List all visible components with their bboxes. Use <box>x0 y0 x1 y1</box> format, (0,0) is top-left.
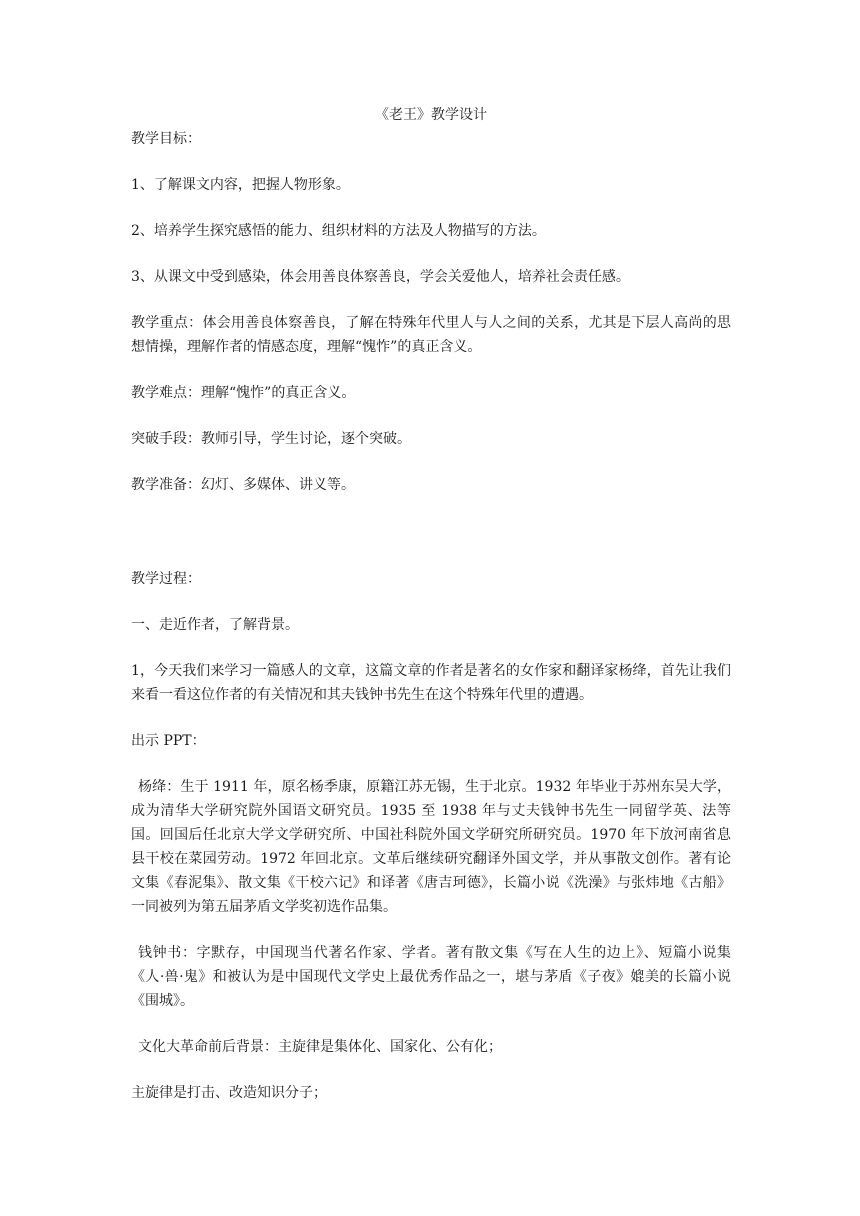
background-paragraph-2: 主旋律是打击、改造知识分子； <box>131 1085 327 1101</box>
section-heading-process: 教学过程： <box>131 571 201 587</box>
intro-paragraph: 1，今天我们来学习一篇感人的文章，这篇文章的作者是著名的女作家和翻译家杨绛，首先让我们来看一看这位作者的有关情况和其夫钱钟书先生在这个特殊年代里的遭遇。 <box>131 663 731 703</box>
breakthrough-paragraph: 突破手段：教师引导，学生讨论，逐个突破。 <box>131 431 411 447</box>
document-title: 《老王》教学设计 <box>375 107 487 123</box>
author-bio-qian-zhongshu: 钱钟书：字默存，中国现当代著名作家、学者。著有散文集《写在人生的边上》、短篇小说集《人·兽·鬼》和被认为是中国现代文学史上最优秀作品之一，堪与茅盾《子夜》媲美的长篇小说《围城》。 <box>131 945 731 1009</box>
ppt-label: 出示 PPT： <box>131 733 206 749</box>
section-heading-objectives: 教学目标： <box>131 131 201 147</box>
document-body <box>131 103 731 1127</box>
objective-item-3: 3、从课文中受到感染，体会用善良体察善良，学会关爱他人，培养社会责任感。 <box>131 269 630 285</box>
objective-item-1: 1、了解课文内容，把握人物形象。 <box>131 177 350 193</box>
difficulty-paragraph: 教学难点：理解“愧怍”的真正含义。 <box>131 385 356 401</box>
preparation-paragraph: 教学准备：幻灯、多媒体、讲义等。 <box>131 477 355 493</box>
background-paragraph-1: 文化大革命前后背景：主旋律是集体化、国家化、公有化； <box>138 1039 502 1055</box>
author-bio-yang-jiang: 杨绛：生于 1911 年，原名杨季康，原籍江苏无锡，生于北京。1932 年毕业于苏州东吴大学，成为清华大学研究院外国语文研究员。1935 至 1938 年与丈夫钱钟书先生一同留学英、法等国。回国后任北京大学文学研究所、中国社科院外国文学研究所研究员。1970 年下放河南省息县干校在菜园劳动。1972 年回北京。文革后继续研究翻译外国文学，并从事散文创作。著有论文集《春泥集》、散文集《干校六记》和译著《唐吉珂德》，长篇小说《洗澡》与张炜地《古船》一同被列为第五届茅盾文学奖初选作品集。 <box>131 779 731 915</box>
step-heading-1: 一、走近作者，了解背景。 <box>131 617 299 633</box>
key-points-paragraph: 教学重点：体会用善良体察善良，了解在特殊年代里人与人之间的关系，尤其是下层人高尚的思想情操，理解作者的情感态度，理解“愧怍”的真正含义。 <box>131 315 731 355</box>
objective-item-2: 2、培养学生探究感悟的能力、组织材料的方法及人物描写的方法。 <box>131 223 546 239</box>
